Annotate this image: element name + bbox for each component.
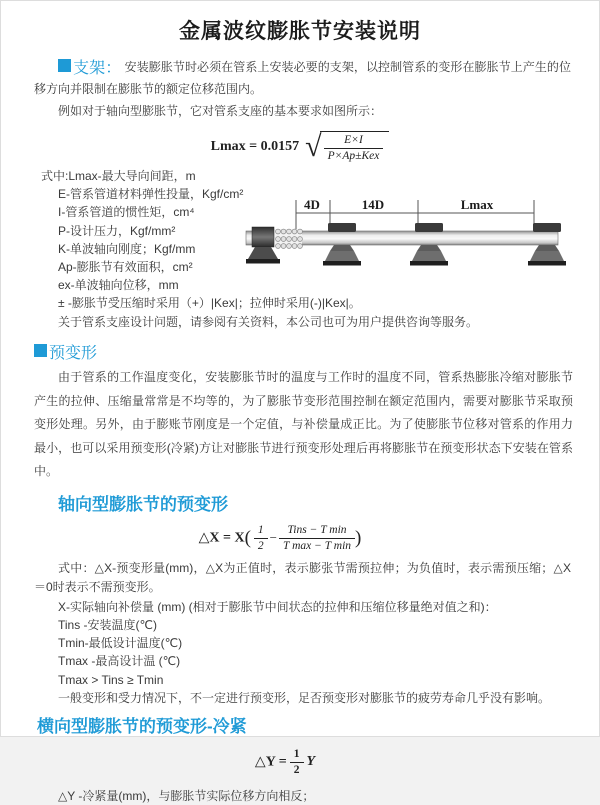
variable-line: ex-单波轴向位移，mm	[58, 278, 179, 293]
definition-line: Tmin-最低设计温度(℃)	[58, 636, 183, 651]
predeform-heading: 预变形	[49, 345, 98, 363]
bellows-icon	[274, 229, 302, 248]
delta-y-formula	[1, 748, 569, 777]
section-marker-square	[58, 59, 71, 72]
lateral-subheading: 横向型膨胀节的预变形-冷紧	[37, 716, 247, 736]
variable-line: ± -膨胀节受压缩时采用（+）|Kex|；拉伸时采用(-)|Kex|。	[58, 296, 361, 311]
dy-note: △Y -冷紧量(mm)，与膨胀节实际位移方向相反；	[58, 788, 315, 803]
support-section	[34, 57, 571, 99]
predeform-paragraph: 由于管系的工作温度变化，安装膨胀节时的温度与工作时的温度不同，管系热膨胀冷缩对膨胀节产生的拉伸、压缩量常常是不均等的，为了膨胀节变形范围控制在额定范围内，需要对膨胀节采取预变形处理。另外，由于膨账节刚度是一个定值，与补偿量成正比。为了使膨胀节位移对管系的作用力最小，也可以采用预变形(冷紧)方让对膨胀节进行预变形处理后再将膨胀节在预变形状态下安装在管系中。	[34, 370, 573, 479]
axial-subheading: 轴向型膨胀节的预变形	[58, 494, 228, 514]
lmax-formula-denominator: P×Ap±Kex	[327, 150, 380, 162]
lmax-formula-numerator: E×I	[324, 134, 384, 149]
definition-line: Tins -安装温度(℃)	[58, 617, 158, 632]
pipe-support-diagram	[246, 193, 598, 295]
dx-close-paren: )	[355, 527, 362, 549]
dx-numerator: Tins − T min	[279, 524, 355, 539]
variable-line: 式中:Lmax-最大导向间距，m	[41, 169, 196, 183]
support-example-line: 例如对于轴向型膨胀节，它对管系支座的基本要求如图所示：	[58, 104, 383, 118]
dy-num: 1	[290, 748, 304, 763]
page-title: 金属波纹膨胀节安装说明	[179, 20, 421, 43]
dy-rhs: Y	[306, 754, 316, 770]
lmax-formula	[1, 131, 599, 163]
dx-half-den: 2	[257, 539, 264, 552]
definition-line: Tmax -最高设计温 (℃)	[58, 654, 181, 669]
support-section-heading: 支架：	[73, 60, 122, 77]
variable-line: E-管系管道材料弹性投量，Kgf/cm²	[58, 187, 244, 202]
variables-and-diagram	[41, 167, 599, 313]
definition-line: 一般变形和受力情况下，不一定进行预变形，足否预变形对膨胀节的疲劳寿命几乎没有影响。	[58, 690, 551, 705]
definition-line: X-实际轴向补偿量 (mm) (相对于膨胀节中间状态的拉伸和压缩位移量绝对值之和)：	[58, 599, 497, 614]
lmax-formula-lhs: Lmax = 0.0157	[210, 138, 300, 154]
dim-label-14d: 14D	[361, 197, 385, 212]
dx-minus: −	[269, 530, 277, 546]
dx-half-num: 1	[254, 524, 268, 539]
definition-line: Tmax > Tins ≥ Tmin	[58, 672, 164, 687]
dx-lhs: △X = X	[198, 529, 245, 545]
dim-label-4d: 4D	[304, 197, 320, 212]
predeform-section-header	[34, 342, 571, 364]
radical-sign-icon: √	[305, 130, 322, 163]
dy-den: 2	[293, 763, 300, 776]
dx-note: 式中：△X-预变形量(mm)，△X为正值时，表示膨张节需预拉伸；为负值时，表示需预压缩；△X＝0时表示不需预变形。	[34, 560, 571, 595]
variable-line: K-单波轴向刚度；Kgf/mm	[58, 241, 196, 256]
variable-line: I-管系管道的惯性矩，cm⁴	[58, 205, 195, 220]
delta-x-formula	[1, 524, 559, 553]
dim-label-lmax: Lmax	[460, 197, 494, 212]
support-intro-text: 安装膨胀节时必须在管系上安装必要的支架，以控制管系的变形在膨胀节上产生的位移方向并限制在膨胀节的额定位移范围内。	[34, 60, 571, 96]
dx-denominator: T max − T min	[283, 539, 352, 552]
dx-open-paren: (	[244, 527, 251, 549]
section-marker-square	[34, 344, 47, 357]
support-note: 关于管系支座设计问题，请参阅有关资料，本公司也可为用户提供咨询等服务。	[58, 315, 479, 329]
variable-line: P-设计压力，Kgf/mm²	[58, 223, 176, 238]
variable-line: Ap-膨胀节有效面积，cm²	[58, 260, 193, 275]
dy-lhs: △Y =	[254, 754, 287, 770]
